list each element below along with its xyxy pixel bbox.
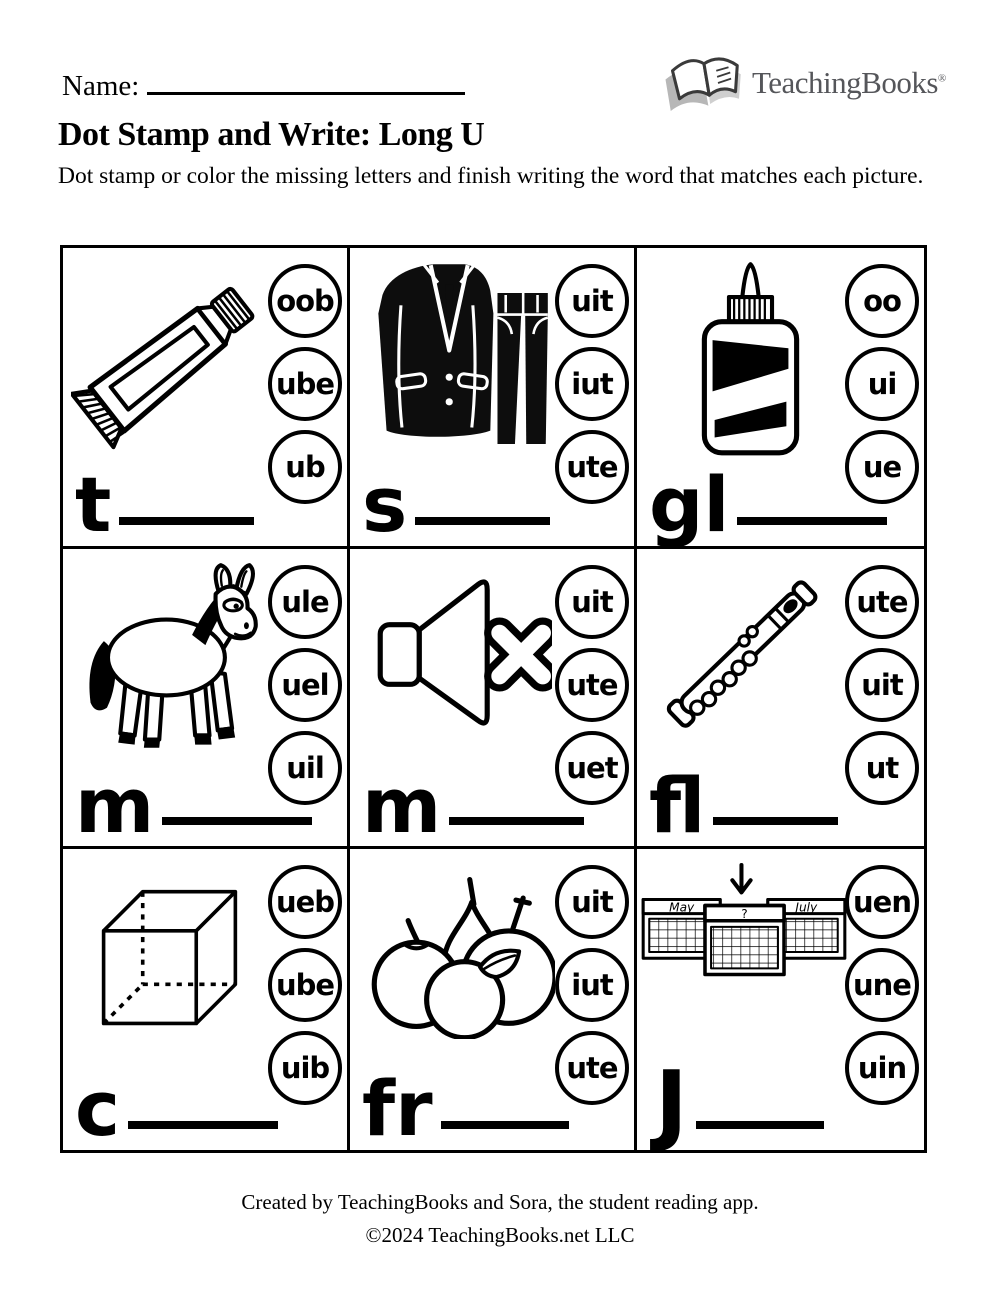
option-circle[interactable] — [268, 264, 342, 338]
write-line — [441, 1121, 569, 1129]
name-label: Name: — [62, 70, 140, 102]
option-label: uit — [861, 667, 903, 702]
option-circle[interactable] — [268, 865, 342, 939]
option-circle[interactable] — [555, 865, 629, 939]
open-book-icon — [660, 48, 748, 118]
option-circle[interactable] — [268, 565, 342, 639]
write-line — [119, 517, 254, 525]
cell-june — [637, 849, 924, 1156]
word-starter — [362, 460, 550, 550]
cube-image — [85, 867, 255, 1042]
option-label: oo — [863, 284, 901, 318]
cell-flute — [637, 549, 924, 850]
word-starter — [75, 1064, 278, 1154]
starter-letters: fl — [649, 760, 706, 850]
option-circle[interactable] — [555, 430, 629, 504]
option-label: ueb — [275, 885, 335, 920]
option-circle[interactable] — [845, 1031, 919, 1105]
option-label: ube — [275, 968, 335, 1003]
flute-image — [645, 555, 840, 745]
option-label: ube — [275, 367, 335, 401]
write-line — [128, 1121, 278, 1129]
page-title: Dot Stamp and Write: Long U — [58, 116, 485, 153]
starter-letters: m — [362, 760, 442, 850]
logo-wordmark: TeachingBooks® — [752, 65, 946, 100]
word-starter — [655, 1052, 824, 1156]
option-circle[interactable] — [845, 565, 919, 639]
option-label: ute — [566, 450, 618, 484]
write-line — [713, 817, 838, 825]
option-circle[interactable] — [555, 565, 629, 639]
option-circle[interactable] — [555, 264, 629, 338]
option-circle[interactable] — [845, 948, 919, 1022]
option-label: uit — [571, 284, 613, 318]
cell-mute — [350, 549, 637, 850]
option-circles — [555, 565, 629, 805]
option-label: uin — [857, 1051, 907, 1086]
footer-credit: Created by TeachingBooks and Sora, the student reading app. — [241, 1190, 759, 1214]
cell-mule — [63, 549, 350, 850]
write-line — [415, 517, 550, 525]
footer-copyright: ©2024 TeachingBooks.net LLC — [365, 1222, 635, 1247]
option-label: une — [853, 968, 911, 1003]
option-label: uit — [571, 584, 613, 619]
option-circle[interactable] — [268, 1031, 342, 1105]
option-label: iut — [571, 968, 613, 1003]
calendar-label-may: May — [669, 900, 695, 915]
word-starter — [362, 760, 584, 850]
option-label: uil — [286, 750, 324, 785]
cell-suit — [350, 248, 637, 549]
footer — [0, 1186, 1000, 1251]
option-circles — [268, 264, 342, 504]
option-label: uit — [571, 885, 613, 920]
write-line — [737, 517, 887, 525]
option-label: iut — [571, 367, 613, 401]
option-label: ute — [566, 667, 618, 702]
word-starter — [362, 1064, 569, 1154]
option-label: ut — [865, 750, 899, 785]
option-circles — [268, 565, 342, 805]
option-circle[interactable] — [845, 648, 919, 722]
name-row — [62, 70, 465, 103]
cell-cube — [63, 849, 350, 1154]
write-line — [162, 817, 312, 825]
option-label: uib — [280, 1051, 330, 1086]
mute-speaker-image — [372, 571, 552, 736]
option-circle[interactable] — [268, 648, 342, 722]
option-label: ui — [867, 367, 897, 401]
option-circle[interactable] — [555, 948, 629, 1022]
word-starter — [75, 760, 312, 850]
option-label: ub — [285, 450, 325, 484]
word-starter — [75, 460, 254, 550]
option-label: ute — [566, 1051, 618, 1086]
option-circles — [845, 865, 919, 1105]
fruit-image — [365, 869, 555, 1039]
cell-glue — [637, 248, 924, 549]
starter-letters: J — [655, 1052, 688, 1156]
option-circle[interactable] — [268, 948, 342, 1022]
cell-fruit — [350, 849, 637, 1154]
calendar-label-question: ? — [741, 907, 748, 922]
option-circles — [268, 865, 342, 1105]
option-circle[interactable] — [845, 865, 919, 939]
option-label: uen — [853, 885, 911, 920]
starter-letters: s — [362, 460, 408, 550]
instructions-text: Dot stamp or color the missing letters and finish writing the word that matches each picture. — [58, 163, 924, 189]
suit-image — [370, 256, 550, 446]
calendar-label-july: July — [795, 900, 818, 915]
name-write-line — [147, 73, 465, 95]
option-circles — [845, 264, 919, 504]
starter-letters: t — [75, 460, 112, 550]
word-starter — [649, 760, 838, 850]
option-circles — [555, 264, 629, 504]
starter-letters: m — [75, 760, 155, 850]
write-line — [449, 817, 584, 825]
cell-tube — [63, 248, 350, 549]
glue-image — [683, 254, 818, 459]
write-line — [696, 1121, 824, 1129]
option-label: ute — [856, 584, 908, 619]
option-circles — [555, 865, 629, 1105]
option-circle[interactable] — [845, 264, 919, 338]
teachingbooks-logo — [660, 48, 946, 118]
option-circle[interactable] — [555, 648, 629, 722]
registered-mark: ® — [937, 72, 946, 85]
option-label: ule — [281, 584, 329, 619]
starter-letters: c — [75, 1064, 121, 1154]
option-circle[interactable] — [555, 347, 629, 421]
option-label: oob — [276, 284, 334, 318]
option-circle[interactable] — [268, 347, 342, 421]
june-calendar-image — [639, 863, 849, 1015]
option-label: ue — [862, 450, 902, 484]
mule-image — [69, 563, 269, 753]
option-circles — [845, 565, 919, 805]
option-circle[interactable] — [845, 731, 919, 805]
worksheet-grid — [60, 245, 927, 1156]
starter-letters: fr — [362, 1064, 433, 1154]
starter-letters: gl — [649, 460, 730, 550]
word-starter — [649, 460, 887, 550]
option-circle[interactable] — [845, 347, 919, 421]
tube-image — [71, 260, 276, 460]
option-label: uet — [566, 750, 618, 785]
option-circle[interactable] — [268, 430, 342, 504]
option-label: uel — [281, 667, 329, 702]
